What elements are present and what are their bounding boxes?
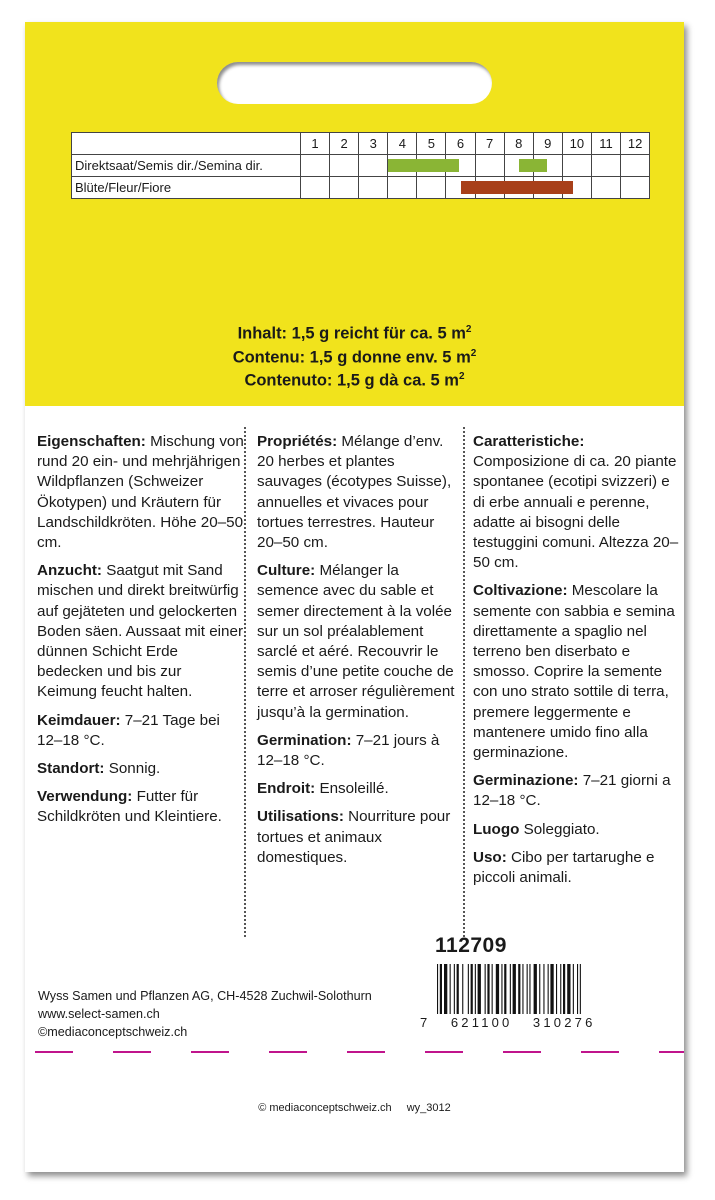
cell [417, 177, 446, 199]
cell [359, 177, 388, 199]
barcode-stripe [485, 964, 486, 1014]
cell [591, 177, 620, 199]
barcode-stripe [492, 964, 493, 1014]
cut-line-dashes [25, 1050, 684, 1054]
cell [301, 155, 330, 177]
barcode-stripe [504, 964, 506, 1014]
barcode-stripe [534, 964, 537, 1014]
body-text: 7–21 Tage bei 12–18 °C. [37, 711, 220, 749]
heading: Coltivazione: [473, 582, 568, 600]
barcode-stripe [475, 964, 476, 1014]
barcode-stripe [567, 964, 570, 1014]
calendar-bar [519, 159, 547, 172]
content-quantity [25, 320, 684, 391]
heading: Caratteristiche: [473, 433, 585, 450]
body-text: Mélanger la semence avec du sable et semer directement à la volée sur un sol préalablement sarclé et aéré. Recouvrir le semis d’une petite couche de terre et arroser régulièrement jusqu’à la germination. [257, 562, 455, 721]
barcode-stripe [556, 964, 557, 1014]
paragraph-location [473, 820, 679, 840]
barcode-stripe [437, 964, 438, 1014]
quantity-de [25, 320, 684, 344]
heading: Standort: [37, 760, 105, 778]
cell [562, 155, 591, 177]
paragraph-cultivation [473, 581, 679, 763]
cell [504, 155, 533, 177]
heading: Uso: [473, 848, 507, 866]
cell [359, 155, 388, 177]
body-text: 7–21 giorni a 12–18 °C. [473, 772, 671, 810]
month-2: 2 [330, 133, 359, 155]
barcode-number: 7 621100 310276 [420, 1015, 596, 1030]
barcode-stripe [548, 964, 549, 1014]
barcode-stripe [560, 964, 561, 1014]
superscript: 2 [458, 371, 465, 382]
cell [621, 155, 650, 177]
barcode-stripe [478, 964, 481, 1014]
footer-code: wy_3012 [406, 1102, 451, 1114]
cell [301, 177, 330, 199]
body-text: Futter für Schildkröten und Kleintiere. [37, 788, 222, 826]
month-6: 6 [446, 133, 475, 155]
calendar-row-flowering [72, 177, 650, 199]
sowing-calendar [71, 132, 650, 199]
address-line-company: Wyss Samen und Pflanzen AG, CH-4528 Zuchwil-Solothurn [38, 989, 372, 1003]
seed-packet-back [25, 22, 684, 1172]
month-1: 1 [301, 133, 330, 155]
column-separator [244, 427, 246, 937]
heading: Utilisations: [257, 808, 344, 826]
body-text: Composizione di ca. 20 piante spontanee (ecotipi svizzeri) e di erbe annuali e perenne, adatte ai bisogni delle testuggini comuni. Altezza 20–50 cm. [473, 453, 679, 572]
cell [591, 155, 620, 177]
barcode-stripe [527, 964, 528, 1014]
calendar-bar [388, 159, 458, 172]
paragraph-usage [473, 848, 679, 888]
body-text: Soleggiato. [519, 820, 600, 838]
body-text: Cibo per tartarughe e piccoli animali. [473, 848, 655, 887]
barcode-stripe [543, 964, 544, 1014]
month-11: 11 [591, 133, 620, 155]
paragraph-cultivation [37, 561, 244, 702]
paragraph-usage [257, 807, 460, 868]
cell [388, 177, 417, 199]
hang-hole [217, 62, 492, 104]
heading: Germination: [257, 731, 352, 749]
column-french [257, 432, 460, 876]
paragraph-location [257, 779, 460, 799]
month-9: 9 [533, 133, 562, 155]
paragraph-germination [37, 711, 244, 751]
address-line-copyright: ©mediaconceptschweiz.ch [38, 1025, 188, 1039]
month-12: 12 [621, 133, 650, 155]
company-address [38, 987, 372, 1041]
cell [330, 155, 359, 177]
body-text: Mischung von rund 20 ein- und mehrjährigen Wildpflanzen (Schweizer Ökotypen) und Kräutern für Landschildkröten. Höhe 20–50 cm. [37, 433, 244, 552]
barcode-stripe [487, 964, 489, 1014]
month-10: 10 [562, 133, 591, 155]
barcode-stripe [454, 964, 455, 1014]
superscript: 2 [465, 324, 472, 335]
footer-copyright: © mediaconceptschweiz.ch [258, 1102, 392, 1114]
paragraph-properties [257, 432, 460, 553]
paragraph-location [37, 759, 244, 779]
quantity-de-text: Inhalt: 1,5 g reicht für ca. 5 m [237, 324, 466, 343]
barcode-stripe [444, 964, 447, 1014]
barcode-stripe [462, 964, 463, 1014]
heading: Keimdauer: [37, 711, 121, 729]
cell [330, 177, 359, 199]
barcode-stripe [468, 964, 469, 1014]
month-3: 3 [359, 133, 388, 155]
paragraph-germination [473, 771, 679, 811]
barcode-stripe [501, 964, 502, 1014]
quantity-it [25, 367, 684, 391]
barcode-stripe [580, 964, 581, 1014]
calendar-month-row [72, 133, 650, 155]
barcode-stripe [440, 964, 442, 1014]
cell [388, 155, 417, 177]
barcode-stripe [496, 964, 499, 1014]
paragraph-germination [257, 731, 460, 771]
paragraph-properties [37, 432, 244, 553]
heading: Luogo [473, 820, 520, 838]
month-4: 4 [388, 133, 417, 155]
barcode-stripe [510, 964, 511, 1014]
quantity-it-text: Contenuto: 1,5 g dà ca. 5 m [244, 371, 459, 390]
body-text: Sonnig. [104, 760, 161, 778]
cell [446, 177, 475, 199]
row-label-sowing: Direktsaat/Semis dir./Semina dir. [72, 155, 301, 177]
print-footer [25, 1102, 684, 1114]
cell [475, 155, 504, 177]
body-text: Mescolare la semente con sabbia e semina direttamente a spaglio nel terreno ben diserbato e smosso. Coprire la semente con uno strato sottile di terra, premere leggermente e mantenere umido fino alla germinazione. [473, 582, 675, 762]
heading: Eigenschaften: [37, 433, 146, 450]
superscript: 2 [470, 347, 477, 359]
column-italian [473, 432, 679, 896]
barcode-stripe [457, 964, 459, 1014]
barcode-stripe [522, 964, 523, 1014]
cell [621, 177, 650, 199]
calendar-row-sowing [72, 155, 650, 177]
barcode-stripe [450, 964, 451, 1014]
barcode-stripe [471, 964, 473, 1014]
heading: Endroit: [257, 780, 316, 798]
quantity-fr [25, 344, 684, 368]
barcode-stripe [563, 964, 565, 1014]
column-separator [463, 427, 465, 937]
body-text: Ensoleillé. [315, 780, 389, 798]
month-8: 8 [504, 133, 533, 155]
heading: Germinazione: [473, 772, 579, 790]
barcode [437, 964, 637, 1014]
body-text: Saatgut mit Sand mischen und direkt breitwürfig auf gejäteten und gelockerten Boden säen. Aussaat mit einer dünnen Schicht Erde bedecken und bis zur Keimung feucht halten. [37, 562, 244, 701]
heading: Culture: [257, 562, 316, 580]
barcode-stripe [518, 964, 520, 1014]
row-label-flowering: Blüte/Fleur/Fiore [72, 177, 301, 199]
barcode-stripe [573, 964, 574, 1014]
calendar-corner [72, 133, 301, 155]
barcode-stripe [539, 964, 540, 1014]
heading: Anzucht: [37, 562, 102, 580]
column-german [37, 432, 244, 836]
paragraph-cultivation [257, 561, 460, 723]
barcode-stripe [529, 964, 530, 1014]
paragraph-properties [473, 432, 679, 573]
body-text: 7–21 jours à 12–18 °C. [257, 731, 440, 770]
barcode-stripe [577, 964, 578, 1014]
heading: Propriétés: [257, 433, 338, 450]
month-5: 5 [417, 133, 446, 155]
article-number: 112709 [435, 934, 507, 957]
quantity-fr-text: Contenu: 1,5 g donne env. 5 m [232, 348, 471, 366]
calendar-bar [461, 181, 573, 194]
body-text: Nourriture pour tortues et animaux domestiques. [257, 808, 451, 866]
address-line-website: www.select-samen.ch [38, 1007, 160, 1021]
body-text: Mélange d’env. 20 herbes et plantes sauvages (écotypes Suisse), annuelles et vivaces pour tortues terrestres. Hauteur 20–50 cm. [257, 433, 452, 552]
barcode-stripe [513, 964, 516, 1014]
heading: Verwendung: [37, 788, 133, 806]
yellow-header-panel [25, 22, 684, 406]
barcode-stripe [550, 964, 553, 1014]
paragraph-usage [37, 787, 244, 827]
month-7: 7 [475, 133, 504, 155]
